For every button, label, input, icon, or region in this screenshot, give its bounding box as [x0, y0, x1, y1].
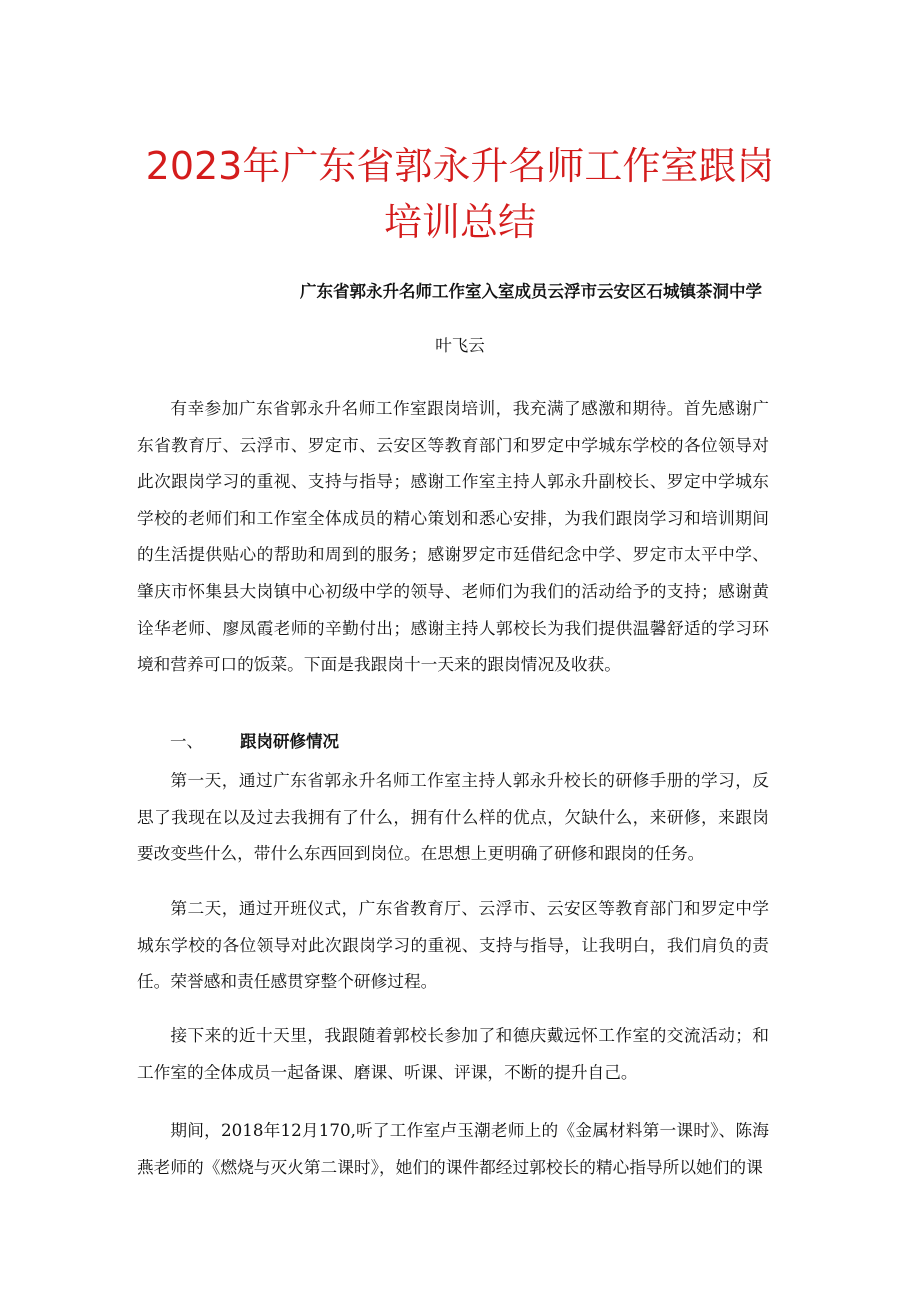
paragraph-intro: 有幸参加广东省郭永升名师工作室跟岗培训，我充满了感激和期待。首先感谢广东省教育厅、云浮市、罗定市、云安区等教育部门和罗定中学城东学校的各位领导对此次跟岗学习的重视、支持与指导；感谢工作室主持人郭永升副校长、罗定中学城东学校的老师们和工作室全体成员的精心策划和悉心安排，为我们跟岗学习和培训期间的生活提供贴心的帮助和周到的服务；感谢罗定市廷借纪念中学、罗定市太平中学、肇庆市怀集县大岗镇中心初级中学的领导、老师们为我们的活动给予的支持；感谢黄诠华老师、廖凤霞老师的辛勤付出；感谢主持人郭校长为我们提供温馨舒适的学习环境和营养可口的饭菜。下面是我跟岗十一天来的跟岗情况及收获。	[137, 398, 769, 675]
author-name: 叶飞云	[435, 336, 485, 355]
section-number: 一、	[170, 732, 203, 751]
paragraph-day-two: 第二天，通过开班仪式，广东省教育厅、云浮市、云安区等教育部门和罗定中学城东学校的各位领导对此次跟岗学习的重视、支持与指导，让我明白，我们肩负的责任。荣誉感和责任感贯穿整个研修过程。	[137, 898, 769, 992]
paragraph-day-one: 第一天，通过广东省郭永升名师工作室主持人郭永升校长的研修手册的学习，反思了我现在以及过去我拥有了什么，拥有什么样的优点，欠缺什么，来研修，来跟岗要改变些什么，带什么东西回到岗位。在思想上更明确了研修和跟岗的任务。	[137, 770, 769, 864]
document-title-line-1: 2023年广东省郭永升名师工作室跟岗	[145, 144, 775, 188]
paragraph-lessons: 期间，2018年12月170,听了工作室卢玉潮老师上的《金属材料第一课时》、陈海燕老师的《燃烧与灭火第二课时》，她们的课件都经过郭校长的精心指导所以她们的课	[137, 1120, 769, 1177]
paragraph-following-days: 接下来的近十天里，我跟随着郭校长参加了和德庆戴远怀工作室的交流活动；和工作室的全体成员一起备课、磨课、听课、评课，不断的提升自己。	[137, 1025, 769, 1082]
document-title-line-2: 培训总结	[383, 200, 536, 244]
section-title: 跟岗研修情况	[240, 732, 339, 751]
section-heading	[170, 728, 339, 756]
author-affiliation: 广东省郭永升名师工作室入室成员云浮市云安区石城镇茶洞中学	[300, 282, 762, 301]
